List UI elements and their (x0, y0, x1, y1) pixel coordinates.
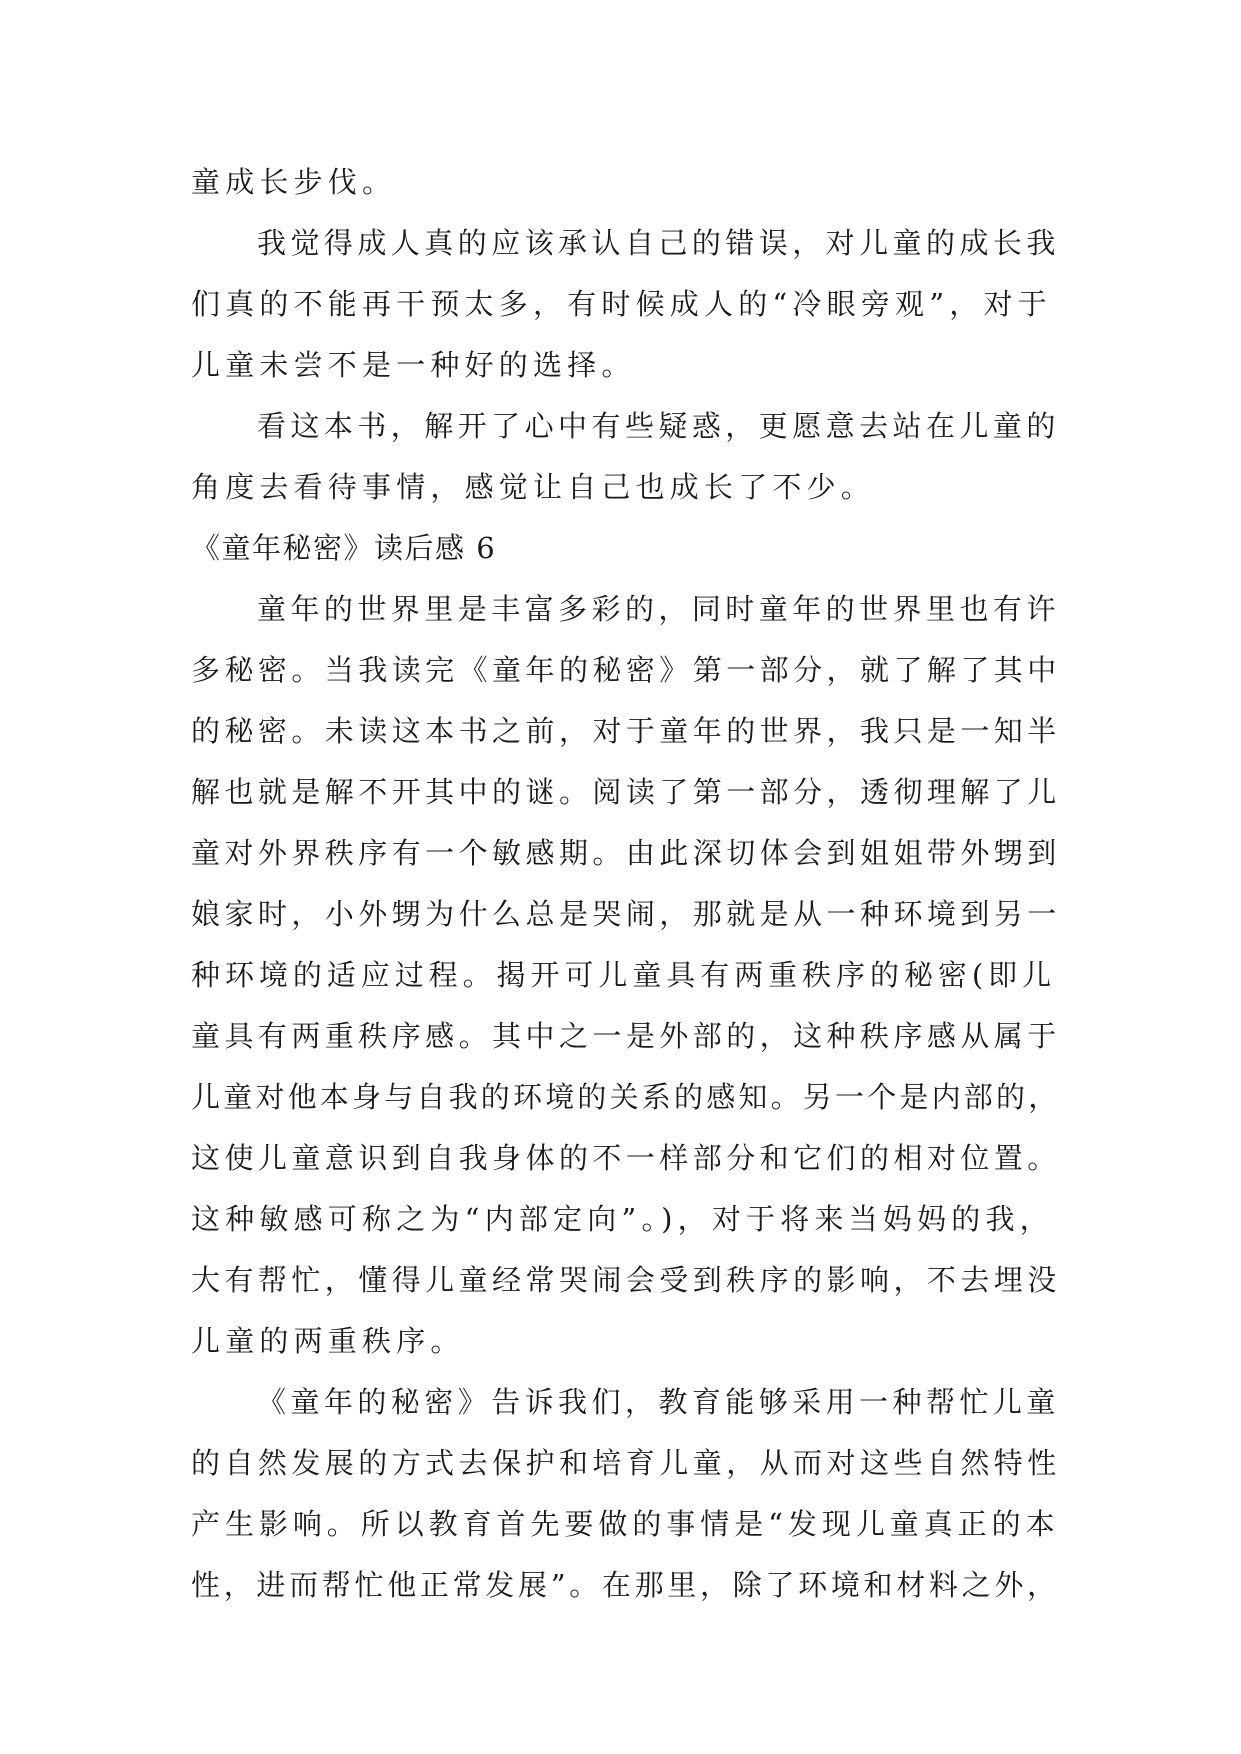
text-line: 大有帮忙，懂得儿童经常哭闹会受到秩序的影响，不去埋没 (191, 1263, 1061, 1297)
text-line: 儿童对他本身与自我的环境的关系的感知。另一个是内部的， (191, 1080, 1061, 1114)
text-line: 们真的不能再干预太多，有时候成人的“冷眼旁观”，对于 (191, 287, 1052, 321)
text-line: 解也就是解不开其中的谜。阅读了第一部分，透彻理解了儿 (191, 775, 1061, 809)
text-line: 性，进而帮忙他正常发展”。在那里，除了环境和材料之外， (191, 1568, 1060, 1602)
text-line: 的秘密。未读这本书之前，对于童年的世界，我只是一知半 (191, 714, 1061, 748)
text-line: 这种敏感可称之为“内部定向”。)，对于将来当妈妈的我， (191, 1202, 1054, 1236)
text-line: 《童年的秘密》告诉我们，教育能够采用一种帮忙儿童 (257, 1385, 1060, 1419)
text-line: 童年的世界里是丰富多彩的，同时童年的世界里也有许 (257, 592, 1060, 626)
text-line: 我觉得成人真的应该承认自己的错误，对儿童的成长我 (257, 226, 1060, 260)
text-line: 产生影响。所以教育首先要做的事情是“发现儿童真正的本 (191, 1507, 1060, 1541)
section-heading: 《童年秘密》读后感 6 (191, 531, 497, 565)
text-line: 看这本书，解开了心中有些疑惑，更愿意去站在儿童的 (257, 409, 1060, 443)
text-line: 种环境的适应过程。揭开可儿童具有两重秩序的秘密(即儿 (191, 958, 1057, 992)
text-line: 这使儿童意识到自我身体的不一样部分和它们的相对位置。 (191, 1141, 1061, 1175)
text-line: 角度去看待事情，感觉让自己也成长了不少。 (191, 470, 876, 504)
text-line: 的自然发展的方式去保护和培育儿童，从而对这些自然特性 (191, 1446, 1061, 1480)
text-line: 童对外界秩序有一个敏感期。由此深切体会到姐姐带外甥到 (191, 836, 1061, 870)
text-line: 儿童未尝不是一种好的选择。 (191, 348, 636, 382)
text-line: 儿童的两重秩序。 (191, 1324, 465, 1358)
text-line: 童成长步伐。 (191, 165, 397, 199)
text-line: 多秘密。当我读完《童年的秘密》第一部分，就了解了其中 (191, 653, 1061, 687)
text-line: 童具有两重秩序感。其中之一是外部的，这种秩序感从属于 (191, 1019, 1061, 1053)
document-body (191, 152, 1061, 1616)
text-line: 娘家时，小外甥为什么总是哭闹，那就是从一种环境到另一 (191, 897, 1061, 931)
